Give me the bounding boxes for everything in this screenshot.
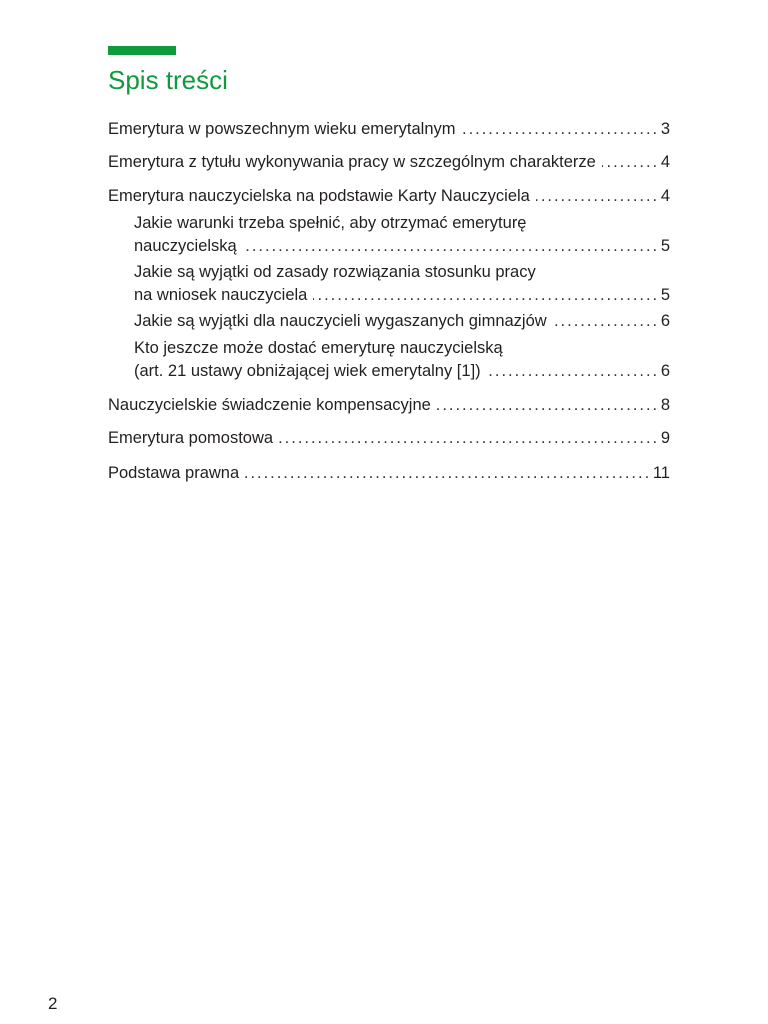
toc-page-number: 6 [660, 312, 670, 330]
toc-entry-title: na wniosek nauczyciela [134, 286, 308, 304]
toc-entry[interactable] [108, 462, 670, 485]
dot-leader [487, 360, 656, 383]
toc-entry[interactable] [108, 118, 670, 141]
toc-entry-title: (art. 21 ustawy obniżającej wiek emerytalny [1]) [134, 362, 481, 380]
dot-leader [313, 284, 655, 307]
dot-leader [243, 235, 656, 258]
dot-leader [462, 118, 656, 141]
toc-entry-title: Kto jeszcze może dostać emeryturę nauczycielską [134, 339, 503, 357]
toc-page-number: 6 [660, 362, 670, 380]
toc-subentry[interactable] [108, 212, 670, 258]
dot-leader [553, 310, 656, 333]
toc-entry-title: Jakie są wyjątki od zasady rozwiązania stosunku pracy [134, 263, 536, 281]
dot-leader [437, 394, 656, 417]
toc-entry-title: Jakie są wyjątki dla nauczycieli wygaszanych gimnazjów [134, 312, 547, 330]
toc-title: Spis treści [108, 65, 228, 95]
toc-entry-title: Emerytura w powszechnym wieku emerytalnym [108, 120, 456, 138]
toc-entry[interactable] [108, 151, 670, 174]
toc-subentry[interactable] [108, 337, 670, 383]
toc-page-number: 9 [660, 429, 670, 447]
toc-entry-title: Jakie warunki trzeba spełnić, aby otrzymać emeryturę [134, 214, 527, 232]
toc-page-number: 5 [660, 237, 670, 255]
toc-page-number: 4 [660, 187, 670, 205]
toc-page-number: 11 [652, 464, 670, 482]
toc-entry[interactable] [108, 394, 670, 417]
toc-subentry[interactable] [108, 310, 670, 333]
accent-bar [108, 46, 176, 55]
dot-leader [602, 151, 656, 174]
toc-entry-title: Emerytura pomostowa [108, 429, 274, 447]
toc-page-number: 5 [660, 286, 670, 304]
table-of-contents [108, 118, 670, 485]
toc-entry[interactable] [108, 185, 670, 208]
toc-entry[interactable] [108, 427, 670, 450]
dot-leader [536, 185, 656, 208]
dot-leader [279, 427, 656, 450]
dot-leader [245, 462, 648, 485]
toc-page-number: 8 [660, 396, 670, 414]
toc-entry-title: Nauczycielskie świadczenie kompensacyjne [108, 396, 431, 414]
page-number: 2 [48, 994, 58, 1013]
toc-page-number: 4 [660, 153, 670, 171]
toc-entry-title: Emerytura nauczycielska na podstawie Karty Nauczyciela [108, 187, 530, 205]
toc-subentry[interactable] [108, 261, 670, 307]
toc-entry-title: Emerytura z tytułu wykonywania pracy w szczególnym charakterze [108, 153, 596, 171]
toc-entry-title: nauczycielską [134, 237, 237, 255]
toc-page-number: 3 [660, 120, 670, 138]
toc-entry-title: Podstawa prawna [108, 464, 240, 482]
